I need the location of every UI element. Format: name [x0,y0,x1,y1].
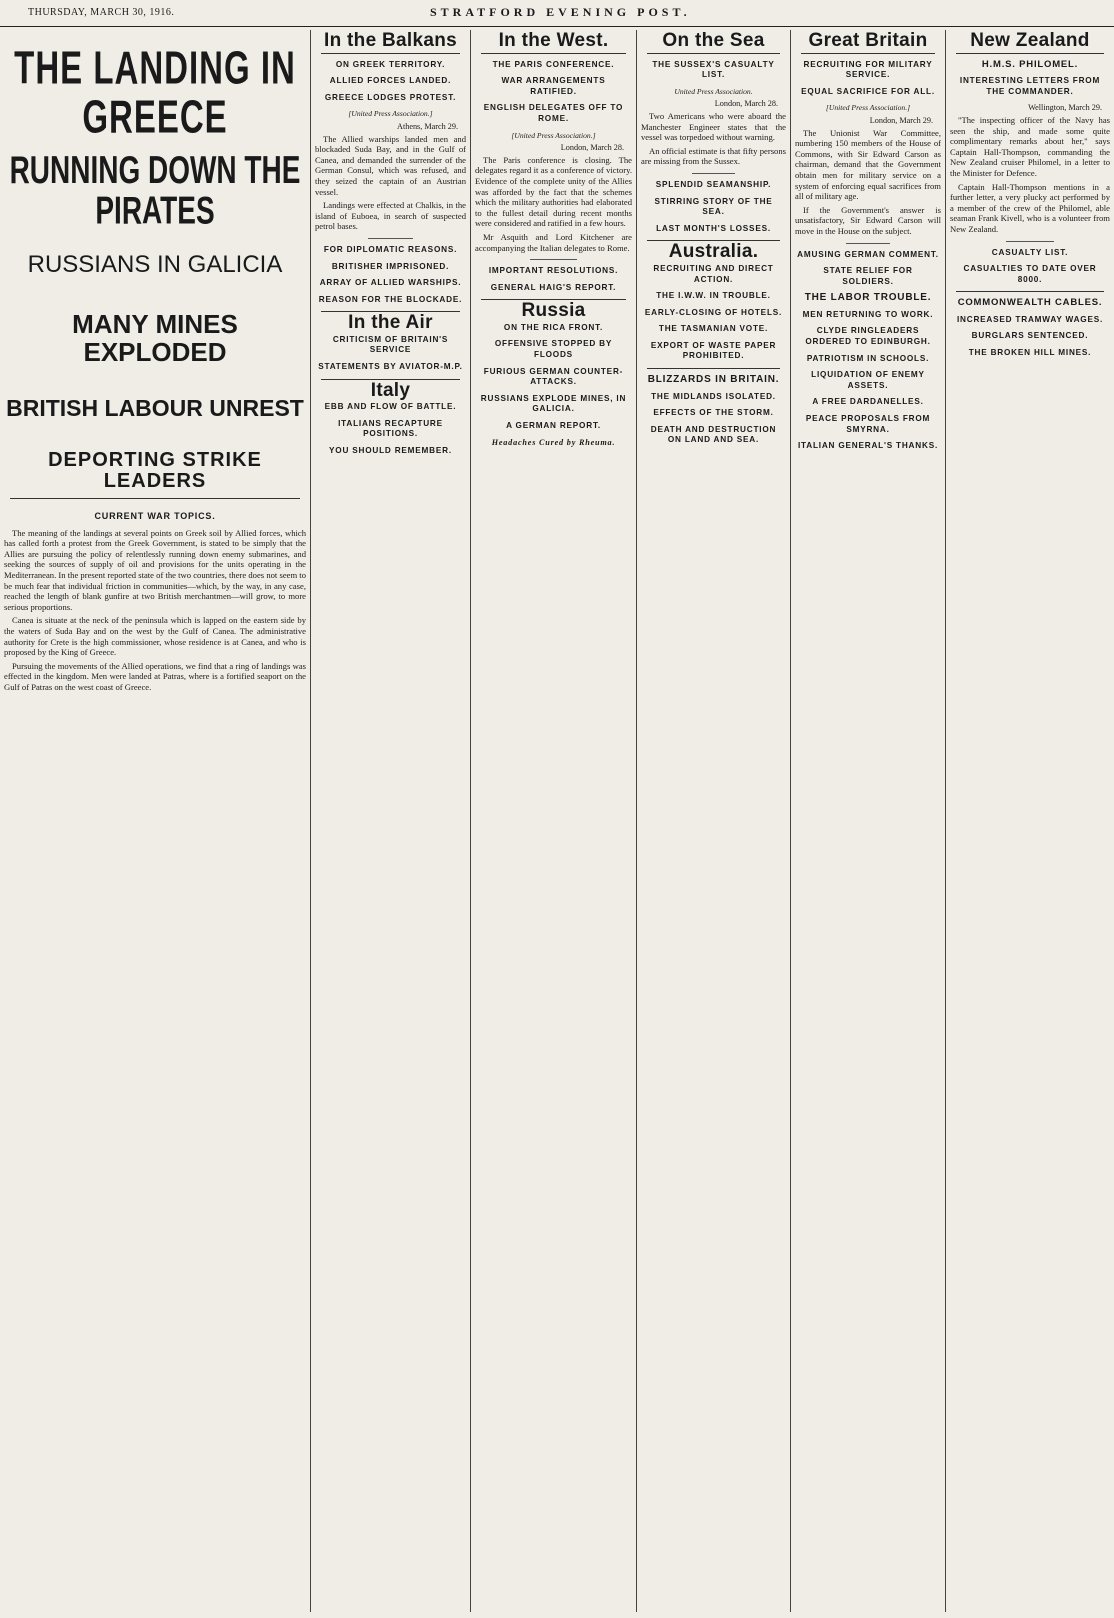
subhead: OFFENSIVE STOPPED BY FLOODS [494,339,613,360]
article-para: If the Government's answer is unsatisfactory, Sir Edward Carson will move in the House on the subject. [795,204,941,236]
headline-3: RUSSIANS IN GALICIA [27,251,283,279]
article-para: Two Americans who were aboard the Manchester Engineer states that the vessel was torpedoed without warning. [641,110,786,143]
headline-2: RUNNING DOWN THE PIRATES [9,148,301,233]
subhead: PEACE PROPOSALS FROM SMYRNA. [805,414,931,434]
subhead: STATEMENTS BY AVIATOR-M.P. [318,362,463,372]
subhead: YOU SHOULD REMEMBER. [329,446,452,456]
topics-para: Pursuing the movements of the Allied operations, we find that a ring of landings was effected in the kingdom. Men were landed at Patras, where is a fortified seaport on the Gulf of Patras on the west coast of Greece. [4,660,306,692]
dateline: London, March 28. [560,143,624,153]
subhead: REASON FOR THE BLOCKADE. [318,294,463,304]
subhead: COMMONWEALTH CABLES. [957,297,1103,309]
subhead: SPLENDID SEAMANSHIP. [655,179,772,189]
article-para: An official estimate is that fifty persons are missing from the Sussex. [641,145,786,167]
column-great-britain [790,30,945,1612]
subhead: FOR DIPLOMATIC REASONS. [323,244,458,254]
section-new-zealand: New Zealand [970,30,1090,51]
subhead: GREECE LODGES PROTEST. [324,92,457,102]
credit: [United Press Association.] [348,109,433,119]
subhead: THE MIDLANDS ISOLATED. [651,391,776,401]
subhead: ITALIAN GENERAL'S THANKS. [797,441,939,451]
subhead: ALLIED FORCES LANDED. [329,76,452,86]
subhead: MEN RETURNING TO WORK. [802,309,934,319]
subhead: BURGLARS SENTENCED. [971,331,1089,341]
credit: United Press Association. [674,86,753,96]
subhead: STATE RELIEF FOR SOLDIERS. [823,266,913,286]
section-air: In the Air [348,312,433,334]
masthead [0,0,1114,27]
subhead: ARRAY OF ALLIED WARSHIPS. [319,278,462,288]
topics-para: Canea is situate at the neck of the peninsula which is lapped on the eastern side by the waters of Suda Bay and on the west by the Gulf of Canea. The administrative authority for Crete is the high commissioner, whose residence is at Canea, and who is proposed by the King of Greece. [4,615,306,658]
dateline: London, March 28. [714,99,778,109]
subhead: ON THE RICA FRONT. [503,322,604,332]
subhead: RECRUITING AND DIRECT ACTION. [653,263,774,284]
dateline: Athens, March 29. [397,121,458,131]
dateline: Wellington, March 29. [1028,103,1102,113]
subhead: FURIOUS GERMAN COUNTER-ATTACKS. [483,366,624,387]
divider [10,498,300,499]
subhead: ITALIANS RECAPTURE POSITIONS. [338,418,443,439]
subhead: EBB AND FLOW OF BATTLE. [324,402,457,412]
subhead: H.M.S. PHILOMEL. [981,58,1079,70]
column-new-zealand [945,30,1114,1612]
subhead: LIQUIDATION OF ENEMY ASSETS. [811,370,925,390]
subhead: THE I.W.W. IN TROUBLE. [656,291,771,301]
section-balkans: In the Balkans [323,30,458,51]
subhead: RECRUITING FOR MILITARY SERVICE. [803,59,933,80]
subhead: THE TASMANIAN VOTE. [658,324,769,334]
section-italy: Italy [370,379,411,401]
subhead: DEATH AND DESTRUCTION ON LAND AND SEA. [650,424,777,445]
subhead: RUSSIANS EXPLODE MINES, IN GALICIA. [480,393,627,414]
credit: [United Press Association.] [825,103,911,113]
article-para: The Paris conference is closing. The delegates regard it as a conference of victory. Evidence of the complete unity of the Allies was afforded by the fact that the schemes which the military authorities had elaborated to the fullest detail during recent months were considered and ratified in a few hours. [475,154,632,229]
column-front-headlines [0,30,310,1612]
subhead: A FREE DARDANELLES. [812,397,924,407]
subhead: CLYDE RINGLEADERS ORDERED TO EDINBURGH. [805,326,931,347]
section-australia: Australia. [668,241,759,263]
subhead: LAST MONTH'S LOSSES. [656,223,771,233]
subhead: STIRRING STORY OF THE SEA. [654,196,773,217]
article-para: The Unionist War Committee, numbering 150 members of the House of Commons, with Sir Edward Carson as chairman, demand that the Government obtain men for military service on a system of enforcing equal sacrifices from all of military age. [795,127,941,202]
headline-6: DEPORTING STRIKE LEADERS [48,448,262,492]
subhead: THE LABOR TROUBLE. [804,292,932,304]
subhead: THE PARIS CONFERENCE. [492,59,615,69]
subhead: A GERMAN REPORT. [506,421,601,431]
subhead: AMUSING GERMAN COMMENT. [797,249,939,259]
article-para: Landings were effected at Chalkis, in the island of Euboea, in search of suspected petrol bases. [315,200,466,232]
headline-5: BRITISH LABOUR UNREST [6,394,304,421]
subhead: EFFECTS OF THE STORM. [653,408,774,418]
subhead: WAR ARRANGEMENTS RATIFIED. [501,76,606,96]
column-sea [636,30,790,1612]
article-para: Mr Asquith and Lord Kitchener are accompanying the Italian delegates to Rome. [475,231,632,253]
column-balkans [310,30,470,1612]
column-west [470,30,636,1612]
subhead: ON GREEK TERRITORY. [335,59,446,69]
subhead: THE BROKEN HILL MINES. [968,348,1092,358]
subhead: INCREASED TRAMWAY WAGES. [956,314,1104,324]
subhead: EARLY-CLOSING OF HOTELS. [644,307,783,317]
subhead: IMPORTANT RESOLUTIONS. [488,266,619,276]
subhead: GENERAL HAIG'S REPORT. [490,282,617,292]
section-great-britain: Great Britain [808,30,928,51]
subhead: CASUALTIES TO DATE OVER 8000. [963,264,1097,284]
subhead: ENGLISH DELEGATES OFF TO ROME. [483,103,624,123]
subhead: THE SUSSEX'S CASUALTY LIST. [652,59,775,80]
paper-title: STRATFORD EVENING POST. [430,5,691,19]
subhead: EQUAL SACRIFICE FOR ALL. [801,86,935,96]
subhead: BRITISHER IMPRISONED. [331,261,450,271]
topics-para: The meaning of the landings at several points on Greek soil by Allied forces, which has called forth a protest from the Greek Government, is stated to be simply that the Allies are pursuing the policy of relentlessly running down enemy submarines, and seeking the sources of supply of oil and provisions for the units operating in the Mediterranean. In the present reported state of the two countries, there does not seem to be much fear that individual friction in communities—which, by the way, in any case, reached the length of blank gunfire at two British merchantmen—will grow, to more serious proportions. [4,527,306,612]
section-west: In the West. [498,30,609,51]
subhead: PATRIOTISM IN SCHOOLS. [806,353,930,363]
issue-date: THURSDAY, MARCH 30, 1916. [28,7,175,18]
article-para: "The inspecting officer of the Navy has seen the ship, and made some quite complimentary remarks about her," says Captain Hall-Thompson, commanding the New Zealand cruiser Philomel, in a letter to the Minister for Defence. [950,114,1110,178]
article-para: The Allied warships landed men and blockaded Suda Bay, and in the Gulf of Canea, and demanded the surrender of the German Consul, which was refused, and they seized the captain of an Austrian vessel. [315,133,466,197]
credit: [United Press Association.] [511,130,596,140]
article-para: Captain Hall-Thompson mentions in a further letter, a very plucky act performed by a member of the crew of the Philomel, able seaman Frank Kivell, who is a volunteer from New Zealand. [950,181,1110,234]
headline-1: THE LANDING IN GREECE [14,41,296,142]
dateline: London, March 29. [869,115,933,125]
subhead: INTERESTING LETTERS FROM THE COMMANDER. [959,76,1101,96]
section-sea: On the Sea [662,30,765,51]
advert-heading: Headaches Cured by Rheuma. [491,437,616,447]
subhead: BLIZZARDS IN BRITAIN. [647,374,780,386]
subhead: EXPORT OF WASTE PAPER PROHIBITED. [650,340,777,361]
subhead: CRITICISM OF BRITAIN'S SERVICE [332,334,449,355]
headline-4: MANY MINES EXPLODED [72,309,238,367]
topics-heading: CURRENT WAR TOPICS. [94,510,216,521]
subhead: CASUALTY LIST. [991,247,1069,257]
section-russia: Russia [521,300,586,322]
